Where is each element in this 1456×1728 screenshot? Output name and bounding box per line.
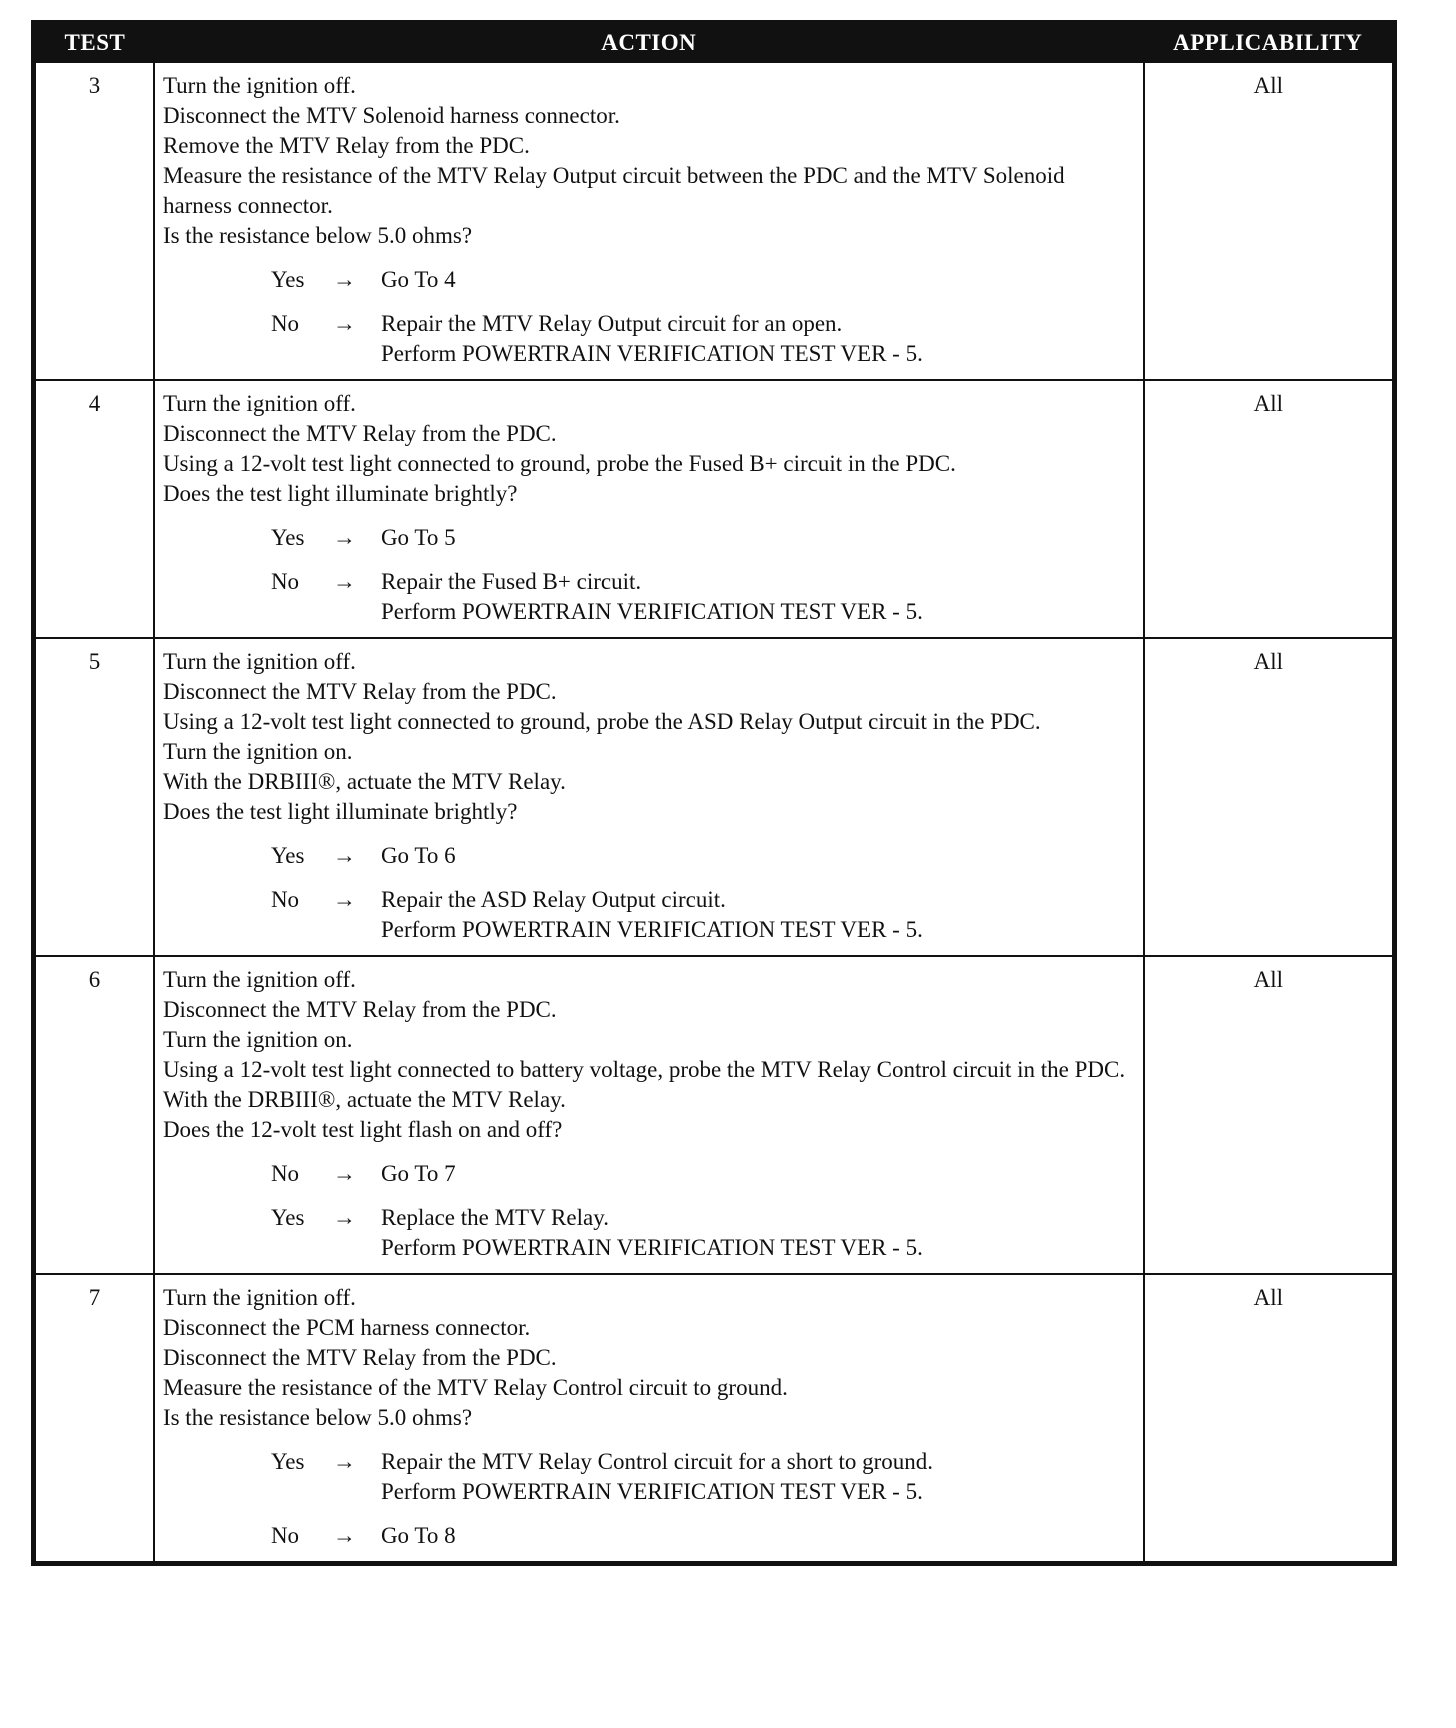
diagnostic-test-table	[31, 20, 1397, 1566]
table-row	[34, 380, 1395, 638]
branch-answer: Yes	[270, 525, 305, 550]
action-step: Does the test light illuminate brightly?	[162, 799, 518, 824]
decision-branch	[271, 1521, 1137, 1551]
decision-branch	[271, 523, 1137, 553]
action-step: Turn the ignition on.	[162, 1027, 353, 1052]
test-number: 3	[34, 62, 154, 380]
table-row	[34, 956, 1395, 1274]
action-step: Turn the ignition off.	[162, 1285, 356, 1310]
branch-result-line: Repair the Fused B+ circuit.	[380, 569, 642, 594]
action-step: Using a 12-volt test light connected to battery voltage, probe the MTV Relay Control circuit in the PDC.	[162, 1057, 1126, 1082]
action-step: With the DRBIII®, actuate the MTV Relay.	[162, 1087, 566, 1112]
branch-answer: No	[270, 887, 300, 912]
right-arrow-icon: →	[332, 843, 356, 868]
table-body	[34, 62, 1395, 1564]
test-number: 6	[34, 956, 154, 1274]
test-number: 5	[34, 638, 154, 956]
action-step: Does the test light illuminate brightly?	[162, 481, 518, 506]
branch-answer: Yes	[270, 267, 305, 292]
branch-result	[381, 265, 1137, 295]
action-step: Turn the ignition off.	[162, 967, 356, 992]
branch-result	[381, 309, 1137, 369]
branch-result	[381, 523, 1137, 553]
branch-result-line: Go To 4	[380, 267, 456, 292]
applicability-value: All	[1144, 1274, 1395, 1564]
header-test: TEST	[34, 23, 154, 63]
table-row	[34, 1274, 1395, 1564]
action-step: Disconnect the MTV Relay from the PDC.	[162, 997, 557, 1022]
decision-branch	[271, 1159, 1137, 1189]
right-arrow-icon: →	[332, 1161, 356, 1186]
branch-result-line: Perform POWERTRAIN VERIFICATION TEST VER - 5.	[380, 599, 923, 624]
action-cell	[154, 638, 1144, 956]
branch-result-line: Perform POWERTRAIN VERIFICATION TEST VER - 5.	[380, 1479, 923, 1504]
branch-result-line: Go To 7	[380, 1161, 456, 1186]
action-step: Does the 12-volt test light flash on and off?	[162, 1117, 563, 1142]
action-step: With the DRBIII®, actuate the MTV Relay.	[162, 769, 566, 794]
branch-result-line: Perform POWERTRAIN VERIFICATION TEST VER - 5.	[380, 341, 923, 366]
branch-result	[381, 1159, 1137, 1189]
branch-result-line: Repair the MTV Relay Control circuit for a short to ground.	[380, 1449, 934, 1474]
branch-answer: Yes	[270, 1449, 305, 1474]
branch-result-line: Repair the MTV Relay Output circuit for an open.	[380, 311, 843, 336]
applicability-value: All	[1144, 638, 1395, 956]
decision-branch	[271, 265, 1137, 295]
branch-result-line: Replace the MTV Relay.	[380, 1205, 609, 1230]
branch-result	[381, 1521, 1137, 1551]
action-step: Using a 12-volt test light connected to ground, probe the Fused B+ circuit in the PDC.	[162, 451, 956, 476]
action-step: Turn the ignition on.	[162, 739, 353, 764]
branch-result	[381, 567, 1137, 627]
action-cell	[154, 956, 1144, 1274]
applicability-value: All	[1144, 62, 1395, 380]
action-step: Disconnect the MTV Relay from the PDC.	[162, 1345, 557, 1370]
table-row	[34, 62, 1395, 380]
test-number: 7	[34, 1274, 154, 1564]
action-step: Disconnect the MTV Relay from the PDC.	[162, 679, 557, 704]
action-step: Measure the resistance of the MTV Relay Output circuit between the PDC and the MTV Solenoid harness connector.	[162, 163, 1065, 218]
branch-result-line: Go To 8	[380, 1523, 456, 1548]
branch-answer: No	[270, 1161, 300, 1186]
branch-answer: No	[270, 1523, 300, 1548]
applicability-value: All	[1144, 380, 1395, 638]
action-cell	[154, 62, 1144, 380]
action-step: Turn the ignition off.	[162, 73, 356, 98]
right-arrow-icon: →	[332, 569, 356, 594]
decision-branch	[271, 885, 1137, 945]
decision-branch	[271, 841, 1137, 871]
decision-branch	[271, 1447, 1137, 1507]
branch-result	[381, 1203, 1137, 1263]
action-cell	[154, 1274, 1144, 1564]
action-step: Measure the resistance of the MTV Relay Control circuit to ground.	[162, 1375, 788, 1400]
decision-branch	[271, 309, 1137, 369]
header-applicability: APPLICABILITY	[1144, 23, 1395, 63]
branch-result-line: Go To 6	[380, 843, 456, 868]
branch-answer: Yes	[270, 1205, 305, 1230]
branch-result	[381, 1447, 1137, 1507]
branch-answer: Yes	[270, 843, 305, 868]
branch-result-line: Perform POWERTRAIN VERIFICATION TEST VER - 5.	[380, 1235, 923, 1260]
branch-answer: No	[270, 569, 300, 594]
branch-result	[381, 885, 1137, 945]
branch-result-line: Repair the ASD Relay Output circuit.	[380, 887, 726, 912]
right-arrow-icon: →	[332, 887, 356, 912]
action-step: Turn the ignition off.	[162, 649, 356, 674]
header-action: ACTION	[154, 23, 1144, 63]
test-number: 4	[34, 380, 154, 638]
action-step: Is the resistance below 5.0 ohms?	[162, 223, 473, 248]
table-row	[34, 638, 1395, 956]
right-arrow-icon: →	[332, 311, 356, 336]
branch-result-line: Perform POWERTRAIN VERIFICATION TEST VER - 5.	[380, 917, 923, 942]
action-step: Turn the ignition off.	[162, 391, 356, 416]
right-arrow-icon: →	[332, 1449, 356, 1474]
action-step: Using a 12-volt test light connected to ground, probe the ASD Relay Output circuit in the PDC.	[162, 709, 1041, 734]
action-cell	[154, 380, 1144, 638]
branch-answer: No	[270, 311, 300, 336]
action-step: Remove the MTV Relay from the PDC.	[162, 133, 530, 158]
action-step: Disconnect the MTV Solenoid harness connector.	[162, 103, 620, 128]
action-step: Disconnect the PCM harness connector.	[162, 1315, 531, 1340]
branch-result	[381, 841, 1137, 871]
table-header	[34, 23, 1395, 63]
branch-result-line: Go To 5	[380, 525, 456, 550]
applicability-value: All	[1144, 956, 1395, 1274]
right-arrow-icon: →	[332, 267, 356, 292]
decision-branch	[271, 567, 1137, 627]
diagnostic-procedure-page	[31, 20, 1397, 1566]
right-arrow-icon: →	[332, 525, 356, 550]
right-arrow-icon: →	[332, 1205, 356, 1230]
right-arrow-icon: →	[332, 1523, 356, 1548]
action-step: Is the resistance below 5.0 ohms?	[162, 1405, 473, 1430]
decision-branch	[271, 1203, 1137, 1263]
action-step: Disconnect the MTV Relay from the PDC.	[162, 421, 557, 446]
